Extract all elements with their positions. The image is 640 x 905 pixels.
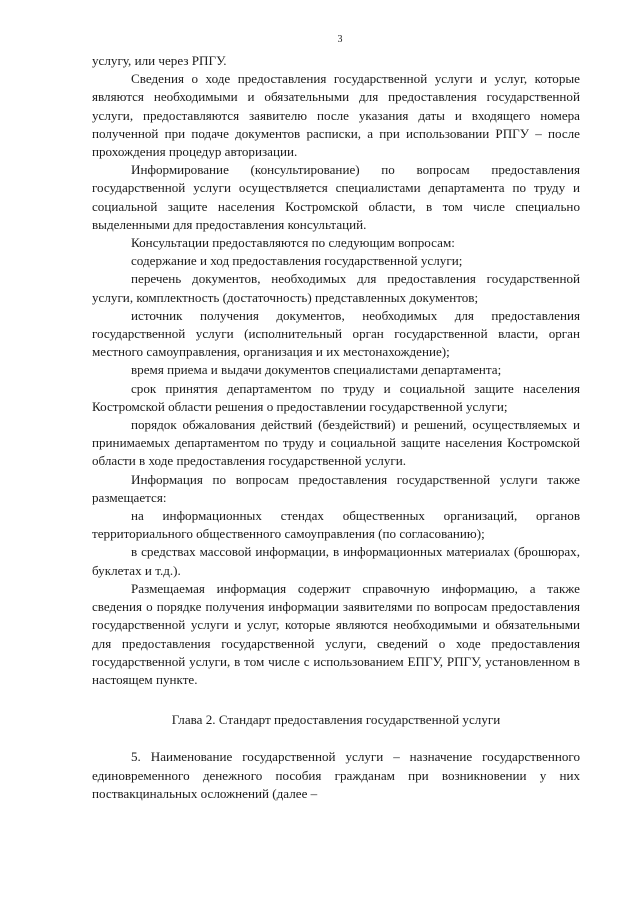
list-item-appeal: порядок обжалования действий (бездействий) и решений, осуществляемых и принимаемых департаментом по труду и социальной защите населения Костромской области в ходе предоставления государственной услуги.	[92, 417, 580, 469]
list-item-reception-time: время приема и выдачи документов специалистами департамента;	[131, 362, 502, 378]
list-item-stands: на информационных стендах общественных организаций, органов территориального общественного самоуправления (по согласованию);	[92, 508, 580, 542]
paragraph-consultation-intro: Консультации предоставляются по следующим вопросам:	[131, 235, 455, 251]
list-item-media: в средствах массовой информации, в информационных материалах (брошюрах, буклетах и т.д.).	[92, 544, 580, 578]
chapter-title: Глава 2. Стандарт предоставления государственной услуги	[171, 712, 501, 728]
list-item-source: источник получения документов, необходимых для предоставления государственной услуги (исполнительный орган государственной власти, орган местного самоуправления, организация и их местонахождение);	[92, 307, 580, 360]
document-body	[92, 52, 580, 803]
list-item-decision-term: срок принятия департаментом по труду и социальной защите населения Костромской области решения о предоставлении государственной услуги;	[92, 380, 580, 414]
list-item-documents: перечень документов, необходимых для предоставления государственной услуги, комплектность (достаточность) представленных документов;	[92, 271, 580, 305]
section-5-paragraph: 5. Наименование государственной услуги – назначение государственного единовременного денежного пособия гражданам при возникновении у них поствакцинальных осложнений (далее –	[92, 749, 580, 801]
list-item-content: содержание и ход предоставления государственной услуги;	[131, 253, 463, 269]
page-number: 3	[337, 34, 343, 45]
paragraph-continuation: услугу, или через РПГУ.	[92, 53, 227, 68]
paragraph-reference-info: Размещаемая информация содержит справочную информацию, а также сведения о порядке получения информации заявителями по вопросам предоставления государственной услуги и услуг, которые являются необходимыми и обязательными для предоставления государственной услуги, сведений о ходе предоставления государственной услуги, в том числе с использованием ЕПГУ, РПГУ, установленном в настоящем пункте.	[92, 580, 580, 687]
paragraph-placement: Информация по вопросам предоставления государственной услуги также размещается:	[92, 471, 580, 505]
paragraph-informing: Информирование (консультирование) по вопросам предоставления государственной услуги осуществляется специалистами департамента по труду и социальной защите населения Костромской области, в том числе специально выделенными для предоставления консультаций.	[92, 162, 580, 232]
paragraph-progress-info: Сведения о ходе предоставления государственной услуги и услуг, которые являются необходимыми и обязательными для предоставления государственной услуги, предоставляются заявителю после указания даты и входящего номера полученной при подаче документов расписки, а при использовании РПГУ – после прохождения процедур авторизации.	[92, 71, 580, 160]
